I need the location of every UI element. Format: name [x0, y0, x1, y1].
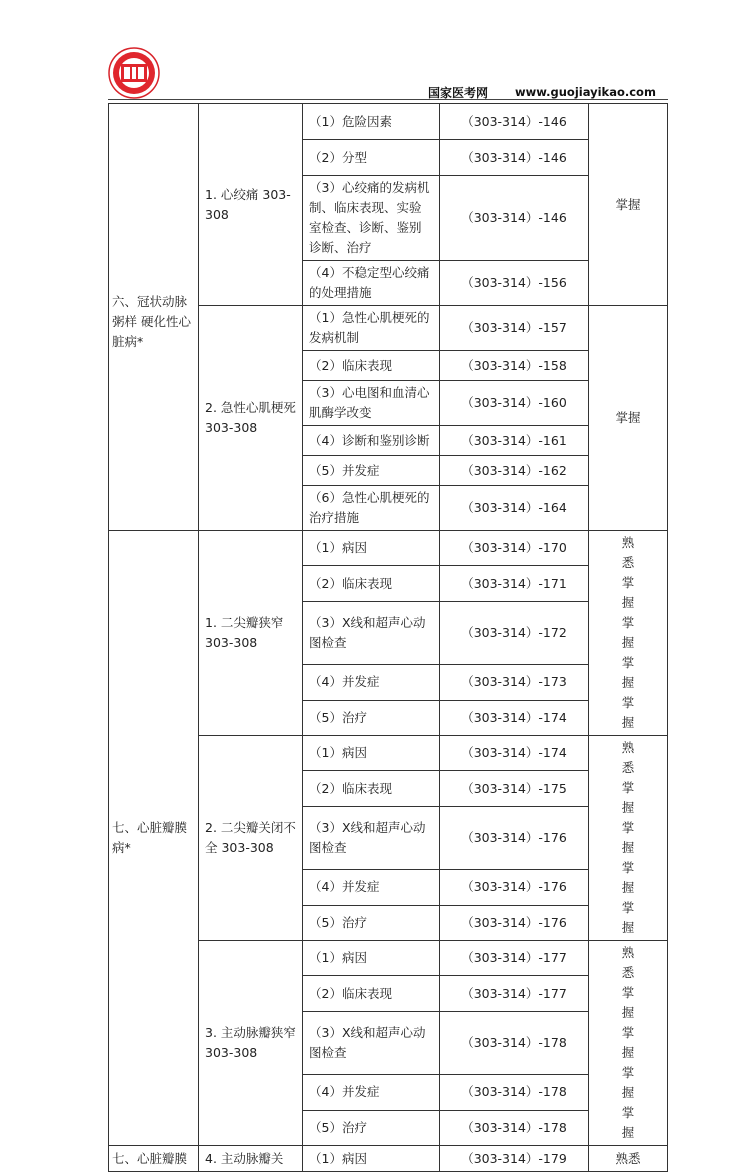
item-cell: （3）X线和超声心动图检查	[303, 601, 440, 665]
reference-cell: （303-314）-177	[440, 976, 589, 1011]
reference-cell: （303-314）-177	[440, 941, 589, 976]
item-cell: （6）急性心肌梗死的治疗措施	[303, 486, 440, 531]
item-cell: （1）危险因素	[303, 104, 440, 140]
item-cell: （5）治疗	[303, 700, 440, 735]
reference-cell: （303-314）-173	[440, 665, 589, 700]
item-cell: （2）临床表现	[303, 771, 440, 806]
item-cell: （2）分型	[303, 140, 440, 176]
item-cell: （3）心电图和血清心肌酶学改变	[303, 381, 440, 426]
topic-cell: 七、心脏瓣膜	[109, 1146, 199, 1172]
item-cell: （3）心绞痛的发病机制、临床表现、实验室检查、诊断、鉴别诊断、治疗	[303, 176, 440, 261]
reference-cell: （303-314）-174	[440, 700, 589, 735]
reference-cell: （303-314）-176	[440, 870, 589, 905]
reference-cell: （303-314）-157	[440, 306, 589, 351]
reference-cell: （303-314）-164	[440, 486, 589, 531]
requirement-cell: 掌握	[589, 104, 668, 306]
site-url[interactable]: www.guojiayikao.com	[515, 85, 656, 99]
item-cell: （5）治疗	[303, 905, 440, 940]
table-row	[109, 1146, 668, 1172]
item-cell: （1）病因	[303, 736, 440, 771]
reference-cell: （303-314）-178	[440, 1110, 589, 1145]
reference-cell: （303-314）-176	[440, 806, 589, 870]
reference-cell: （303-314）-162	[440, 456, 589, 486]
reference-cell: （303-314）-146	[440, 140, 589, 176]
item-cell: （4）诊断和鉴别诊断	[303, 426, 440, 456]
header-rule	[108, 99, 668, 100]
reference-cell: （303-314）-172	[440, 601, 589, 665]
reference-cell: （303-314）-158	[440, 351, 589, 381]
logo-icon	[108, 47, 160, 99]
reference-cell: （303-314）-175	[440, 771, 589, 806]
item-cell: （1）病因	[303, 941, 440, 976]
reference-cell: （303-314）-161	[440, 426, 589, 456]
requirement-cell: 熟悉 掌握 掌握 掌握 掌握	[589, 531, 668, 736]
table-row	[109, 104, 668, 140]
reference-cell: （303-314）-171	[440, 566, 589, 601]
subtopic-cell: 1. 心绞痛 303-308	[199, 104, 303, 306]
requirement-cell: 熟悉 掌握 掌握 掌握 掌握	[589, 736, 668, 941]
item-cell: （2）临床表现	[303, 351, 440, 381]
subtopic-cell: 1. 二尖瓣狭窄 303-308	[199, 531, 303, 736]
reference-cell: （303-314）-178	[440, 1075, 589, 1110]
reference-cell: （303-314）-179	[440, 1146, 589, 1172]
item-cell: （5）并发症	[303, 456, 440, 486]
subtopic-cell: 3. 主动脉瓣狭窄 303-308	[199, 941, 303, 1146]
subtopic-cell: 4. 主动脉瓣关	[199, 1146, 303, 1172]
subtopic-cell: 2. 二尖瓣关闭不全 303-308	[199, 736, 303, 941]
item-cell: （5）治疗	[303, 1110, 440, 1145]
site-name: 国家医考网	[428, 86, 489, 100]
reference-cell: （303-314）-178	[440, 1011, 589, 1075]
item-cell: （3）X线和超声心动图检查	[303, 806, 440, 870]
reference-cell: （303-314）-176	[440, 905, 589, 940]
topic-cell: 七、心脏瓣膜病*	[109, 531, 199, 1146]
item-cell: （4）并发症	[303, 665, 440, 700]
item-cell: （3）X线和超声心动图检查	[303, 1011, 440, 1075]
topic-cell: 六、冠状动脉粥样 硬化性心脏病*	[109, 104, 199, 531]
item-cell: （2）临床表现	[303, 566, 440, 601]
reference-cell: （303-314）-146	[440, 176, 589, 261]
item-cell: （1）病因	[303, 1146, 440, 1172]
reference-cell: （303-314）-156	[440, 261, 589, 306]
requirement-cell: 熟悉 掌握 掌握 掌握 掌握	[589, 941, 668, 1146]
item-cell: （4）并发症	[303, 1075, 440, 1110]
item-cell: （2）临床表现	[303, 976, 440, 1011]
requirement-cell: 熟悉	[589, 1146, 668, 1172]
reference-cell: （303-314）-146	[440, 104, 589, 140]
item-cell: （4）并发症	[303, 870, 440, 905]
syllabus-table	[108, 103, 668, 1172]
item-cell: （1）急性心肌梗死的发病机制	[303, 306, 440, 351]
requirement-cell: 掌握	[589, 306, 668, 531]
subtopic-cell: 2. 急性心肌梗死 303-308	[199, 306, 303, 531]
table-row	[109, 531, 668, 566]
item-cell: （1）病因	[303, 531, 440, 566]
reference-cell: （303-314）-174	[440, 736, 589, 771]
reference-cell: （303-314）-160	[440, 381, 589, 426]
item-cell: （4）不稳定型心绞痛的处理措施	[303, 261, 440, 306]
reference-cell: （303-314）-170	[440, 531, 589, 566]
